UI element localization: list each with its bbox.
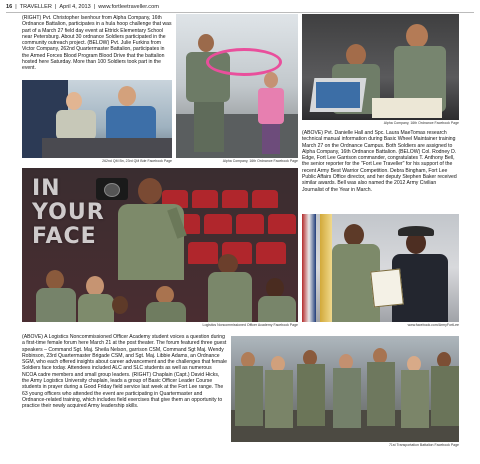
article-top-left: (RIGHT) Pvt. Christopher Isenhour from Alpha Company, 16th Ordnance Battalion, participates in a hula hoop challenge that was part of a March 27 field day event at Ettrick Elementary School near Petersburg. About 30 ordnance Soldiers participated in the community outreach project. (BELOW) Pvt. Julie Furkins from Victor Company, 262nd Quartermaster Battalion, participates in the Armed Forces Blood Program Blood Drive that the battalion hosted here Saturday. More than 100 Soldiers took part in the event. [22,15,172,72]
photo-female-forum [22,168,298,322]
article-right-mid: (ABOVE) Pvt. Danielle Hall and Spc. Laura MaeTomas research technical manual information during Basic Wheel Maintainer training March 27 on the Ordnance Campus. Both Soldiers are assigned to Alpha Company, 16th Ordnance Battalion. (BELOW) Col. Rodney D. Edge, Fort Lee Garrison commander, congratulates T. Anthony Bell, the senior reporter for the "Fort Lee Traveller" for his support of the recent Army Best Warrior Competition. Debra Bingham, Fort Lee Public Affairs Office director, and her deputy Stephen Baker received similar awards. Bell was also named the 2012 Army Civilian Journalist of the Year in March. [302,130,457,193]
publication-name: TRAVELLER [19,4,52,10]
overlay-your: YOUR [32,200,105,225]
photo-field-prayer [231,336,459,442]
caption-award: www.facebook.com/ArmyFortLee [407,323,459,327]
website-link[interactable]: www.fortleetraveller.com [98,4,159,10]
caption-laptop: Alpha Company, 16th Ordnance Facebook Page [383,121,459,125]
issue-date: April 4, 2013 [59,4,91,10]
photo-blood-drive [22,80,172,158]
caption-blood-drive: 262nd QM Bn, 23rd QM Bde Facebook Page [102,159,172,163]
caption-prayer: 71st Transportation Battalion Facebook Page [388,443,459,447]
overlay-in: IN [32,176,61,201]
photo-hula-hoop [176,14,298,158]
caption-forum: Logistics Noncommissioned Officer Academy Facebook Page [202,323,298,327]
article-bottom-left: (ABOVE) A Logistics Noncommissioned Officer Academy student voices a question during a first-time female forum here March 21 at the post theater. The forum featured three guest speakers – Command Sgt. Maj. Sheila Nelson, garrison CSM, Command Sgt Maj. Wendy Robinson, 23rd Quartermaster Brigade CSM, and Sgt. Maj. Libbie Adams, an Ordnance SGM, who each offered insights about career advancement and the challenges that female Soldiers face today. Attendees included ALC and SLC students as well as numerous NCOA cadre members and small group leaders. (RIGHT) Chaplain (Capt.) David Hicks, the Army Logistics University chaplain, leads a group of Basic Officer Leader Course students in prayer during a Good Friday field service last week at the Fort Lee range. The 63 young officers who attended the event are participating in Quartermaster and Ordnance-related training, which includes field exercises that give them an opportunity to practice their newly acquired Army leadership skills. [22,334,227,410]
page-number: 16 [6,4,13,10]
caption-hula-hoop: Alpha Company, 16th Ordnance Facebook Page [222,159,298,163]
overlay-face: FACE [32,224,97,249]
photo-laptop-training [302,14,459,120]
header-divider: | [93,4,96,10]
page-header [6,2,474,13]
photo-award [302,214,459,322]
header-divider: | [15,4,17,10]
header-divider: | [54,4,57,10]
